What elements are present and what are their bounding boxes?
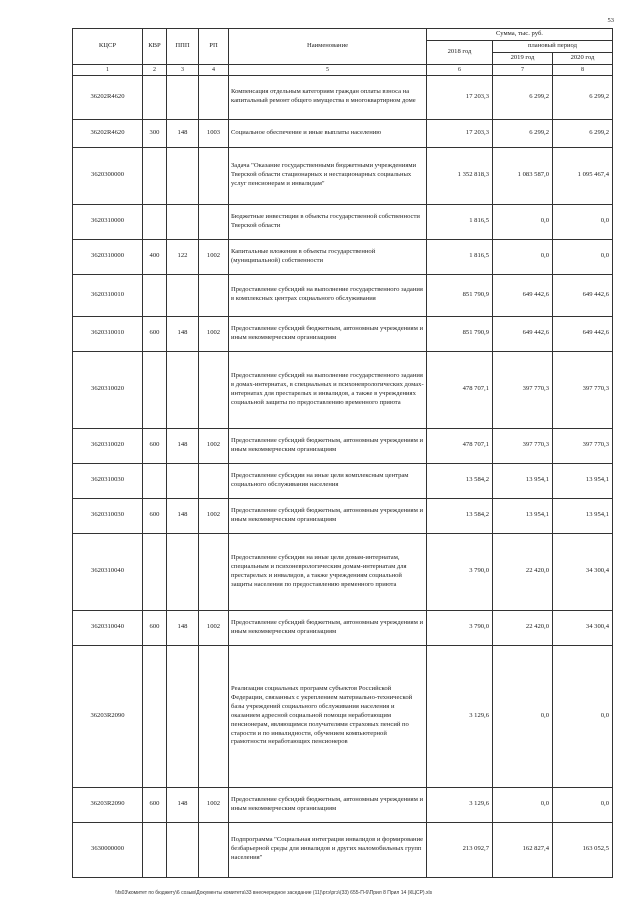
amount-2019-cell: 162 827,4: [493, 822, 553, 877]
column-number-row: [73, 64, 613, 75]
ppp-cell: 122: [167, 239, 199, 274]
rp-cell: 1002: [199, 787, 229, 822]
column-number: 3: [167, 64, 199, 75]
amount-2019-cell: 397 770,3: [493, 428, 553, 463]
amount-2018-cell: 13 584,2: [427, 463, 493, 498]
amount-2019-cell: 22 420,0: [493, 610, 553, 645]
ppp-cell: 148: [167, 787, 199, 822]
table-row: [73, 274, 613, 316]
name-cell: Компенсация отдельным категориям граждан оплаты взноса на капитальный ремонт общего имущества в многоквартирном доме: [229, 75, 427, 119]
kcsr-cell: 3620310000: [73, 204, 143, 239]
amount-2020-cell: 397 770,3: [553, 428, 613, 463]
kvr-cell: [143, 204, 167, 239]
ppp-cell: 148: [167, 119, 199, 147]
kvr-cell: [143, 274, 167, 316]
table-row: [73, 533, 613, 610]
kvr-cell: 300: [143, 119, 167, 147]
kcsr-cell: 3620300000: [73, 147, 143, 204]
amount-2019-cell: 13 954,1: [493, 498, 553, 533]
kvr-cell: 400: [143, 239, 167, 274]
table-row: [73, 463, 613, 498]
amount-2019-cell: 0,0: [493, 645, 553, 787]
amount-2018-cell: 17 203,3: [427, 119, 493, 147]
kcsr-cell: 3620310010: [73, 316, 143, 351]
amount-2018-cell: 3 129,6: [427, 787, 493, 822]
name-cell: Предоставление субсидии на иные цели домам-интернатам, специальным и психоневрологическим домам-интернатам для престарелых и инвалидов, а также учреждениям социальной защиты населения по предоставлению временного приюта: [229, 533, 427, 610]
table-row: [73, 75, 613, 119]
amount-2019-cell: 0,0: [493, 204, 553, 239]
name-cell: Капитальные вложения в объекты государственной (муниципальной) собственности: [229, 239, 427, 274]
amount-2019-cell: 6 299,2: [493, 119, 553, 147]
header-year-2018: 2018 год: [427, 40, 493, 64]
rp-cell: 1003: [199, 119, 229, 147]
amount-2020-cell: 0,0: [553, 787, 613, 822]
amount-2018-cell: 478 707,1: [427, 351, 493, 428]
amount-2019-cell: 0,0: [493, 239, 553, 274]
column-number: 5: [229, 64, 427, 75]
table-row: [73, 204, 613, 239]
column-number: 8: [553, 64, 613, 75]
kcsr-cell: 36202R4620: [73, 119, 143, 147]
amount-2019-cell: 6 299,2: [493, 75, 553, 119]
table-row: [73, 239, 613, 274]
rp-cell: [199, 822, 229, 877]
name-cell: Предоставление субсидий бюджетным, автономным учреждениям и иным некоммерческим организациям: [229, 498, 427, 533]
ppp-cell: 148: [167, 316, 199, 351]
name-cell: Предоставление субсидий бюджетным, автономным учреждениям и иным некоммерческим организациям: [229, 610, 427, 645]
kcsr-cell: 3620310020: [73, 351, 143, 428]
header-rp: РП: [199, 29, 229, 65]
name-cell: Предоставление субсидий бюджетным, автономным учреждениям и иным некоммерческим организациям: [229, 787, 427, 822]
column-number: 7: [493, 64, 553, 75]
amount-2018-cell: 851 790,9: [427, 274, 493, 316]
name-cell: Задача "Оказание государственными бюджетными учреждениями Тверской области стационарных и нестационарных социальных услуг пенсионерам и инвалидам": [229, 147, 427, 204]
table-row: [73, 645, 613, 787]
amount-2020-cell: 34 300,4: [553, 533, 613, 610]
amount-2019-cell: 22 420,0: [493, 533, 553, 610]
ppp-cell: [167, 274, 199, 316]
amount-2018-cell: 3 790,0: [427, 610, 493, 645]
amount-2018-cell: 3 129,6: [427, 645, 493, 787]
table-row: [73, 610, 613, 645]
amount-2019-cell: 649 442,6: [493, 316, 553, 351]
rp-cell: [199, 463, 229, 498]
kcsr-cell: 36202R4620: [73, 75, 143, 119]
kvr-cell: 600: [143, 316, 167, 351]
amount-2020-cell: 13 954,1: [553, 498, 613, 533]
table-row: [73, 147, 613, 204]
ppp-cell: [167, 204, 199, 239]
header-kcsr: КЦСР: [73, 29, 143, 65]
amount-2018-cell: 1 816,5: [427, 204, 493, 239]
table-row: [73, 351, 613, 428]
kvr-cell: [143, 147, 167, 204]
amount-2020-cell: 13 954,1: [553, 463, 613, 498]
ppp-cell: 148: [167, 428, 199, 463]
amount-2019-cell: 13 954,1: [493, 463, 553, 498]
name-cell: Подпрограмма "Социальная интеграция инвалидов и формирование безбарьерной среды для инвалидов и других маломобильных групп населения": [229, 822, 427, 877]
kvr-cell: [143, 533, 167, 610]
kcsr-cell: 3620310000: [73, 239, 143, 274]
table-row: [73, 787, 613, 822]
header-year-2019: 2019 год: [493, 52, 553, 64]
kvr-cell: 600: [143, 610, 167, 645]
amount-2019-cell: 397 770,3: [493, 351, 553, 428]
amount-2020-cell: 163 052,5: [553, 822, 613, 877]
kcsr-cell: 36203R2090: [73, 645, 143, 787]
rp-cell: [199, 351, 229, 428]
column-number: 1: [73, 64, 143, 75]
name-cell: Предоставление субсидий бюджетным, автономным учреждениям и иным некоммерческим организациям: [229, 428, 427, 463]
ppp-cell: [167, 147, 199, 204]
column-number: 4: [199, 64, 229, 75]
kcsr-cell: 3620310030: [73, 463, 143, 498]
header-planned-period: плановый период: [493, 40, 613, 52]
kvr-cell: [143, 645, 167, 787]
ppp-cell: [167, 645, 199, 787]
rp-cell: [199, 274, 229, 316]
ppp-cell: 148: [167, 498, 199, 533]
header-year-2020: 2020 год: [553, 52, 613, 64]
amount-2020-cell: 1 095 467,4: [553, 147, 613, 204]
ppp-cell: [167, 463, 199, 498]
rp-cell: [199, 147, 229, 204]
rp-cell: 1002: [199, 498, 229, 533]
table-body: [73, 64, 613, 877]
header-sum: Сумма, тыс. руб.: [427, 29, 613, 41]
name-cell: Реализация социальных программ субъектов Российской Федерации, связанных с укреплением материально-технической базы учреждений социального обслуживания населения и оказанием адресной социальной помощи неработающим пенсионерам, являющимся получателями страховых пенсий по старости и по инвалидности, обучением компьютерной грамотности неработающих пенсионеров: [229, 645, 427, 787]
amount-2018-cell: 17 203,3: [427, 75, 493, 119]
amount-2018-cell: 851 790,9: [427, 316, 493, 351]
name-cell: Предоставление субсидий на выполнение государственного задания в домах-интернатах, в специальных и психоневрологических домах-интернатах для престарелых и инвалидов, а также в учреждениях социальной защиты по предоставлению временного приюта: [229, 351, 427, 428]
rp-cell: [199, 533, 229, 610]
table-row: [73, 316, 613, 351]
column-number: 6: [427, 64, 493, 75]
name-cell: Бюджетные инвестиции в объекты государственной собственности Тверской области: [229, 204, 427, 239]
rp-cell: [199, 204, 229, 239]
amount-2020-cell: 0,0: [553, 645, 613, 787]
budget-table: [72, 28, 613, 878]
ppp-cell: [167, 822, 199, 877]
amount-2020-cell: 0,0: [553, 204, 613, 239]
ppp-cell: [167, 351, 199, 428]
kvr-cell: [143, 351, 167, 428]
file-path-footer: \\fs03\комитет по бюджету\6 созыв\Документы комитета\33 внеочередное заседание (11)\ргэ\ргэ\(33) 655-П-6\Прил 8 Прил 14 (КЦСР).xls: [115, 890, 433, 896]
page-number: 53: [607, 17, 614, 24]
amount-2020-cell: 0,0: [553, 239, 613, 274]
header-ppp: ППП: [167, 29, 199, 65]
amount-2018-cell: 13 584,2: [427, 498, 493, 533]
kcsr-cell: 3620310040: [73, 533, 143, 610]
rp-cell: 1002: [199, 239, 229, 274]
kvr-cell: 600: [143, 428, 167, 463]
column-number: 2: [143, 64, 167, 75]
name-cell: Социальное обеспечение и иные выплаты населению: [229, 119, 427, 147]
amount-2018-cell: 1 352 818,3: [427, 147, 493, 204]
name-cell: Предоставление субсидии на иные цели комплексным центрам социального обслуживания населения: [229, 463, 427, 498]
name-cell: Предоставление субсидий на выполнение государственного задания в комплексных центрах социального обслуживания: [229, 274, 427, 316]
kcsr-cell: 3620310040: [73, 610, 143, 645]
kvr-cell: [143, 822, 167, 877]
kvr-cell: [143, 75, 167, 119]
rp-cell: [199, 645, 229, 787]
amount-2020-cell: 6 299,2: [553, 119, 613, 147]
amount-2019-cell: 0,0: [493, 787, 553, 822]
amount-2020-cell: 34 300,4: [553, 610, 613, 645]
kcsr-cell: 3620310010: [73, 274, 143, 316]
kcsr-cell: 3630000000: [73, 822, 143, 877]
amount-2019-cell: 1 083 587,0: [493, 147, 553, 204]
ppp-cell: 148: [167, 610, 199, 645]
amount-2018-cell: 478 707,1: [427, 428, 493, 463]
rp-cell: 1002: [199, 610, 229, 645]
kvr-cell: [143, 463, 167, 498]
rp-cell: [199, 75, 229, 119]
name-cell: Предоставление субсидий бюджетным, автономным учреждениям и иным некоммерческим организациям: [229, 316, 427, 351]
table-row: [73, 119, 613, 147]
ppp-cell: [167, 75, 199, 119]
table-row: [73, 498, 613, 533]
kvr-cell: 600: [143, 787, 167, 822]
amount-2020-cell: 6 299,2: [553, 75, 613, 119]
kcsr-cell: 3620310020: [73, 428, 143, 463]
amount-2018-cell: 3 790,0: [427, 533, 493, 610]
amount-2020-cell: 649 442,6: [553, 274, 613, 316]
rp-cell: 1002: [199, 316, 229, 351]
table-row: [73, 822, 613, 877]
amount-2018-cell: 213 092,7: [427, 822, 493, 877]
kvr-cell: 600: [143, 498, 167, 533]
header-name: Наименование: [229, 29, 427, 65]
ppp-cell: [167, 533, 199, 610]
table-row: [73, 428, 613, 463]
kcsr-cell: 3620310030: [73, 498, 143, 533]
rp-cell: 1002: [199, 428, 229, 463]
amount-2020-cell: 649 442,6: [553, 316, 613, 351]
amount-2020-cell: 397 770,3: [553, 351, 613, 428]
amount-2018-cell: 1 816,5: [427, 239, 493, 274]
amount-2019-cell: 649 442,6: [493, 274, 553, 316]
kcsr-cell: 36203R2090: [73, 787, 143, 822]
header-kvr: КВР: [143, 29, 167, 65]
